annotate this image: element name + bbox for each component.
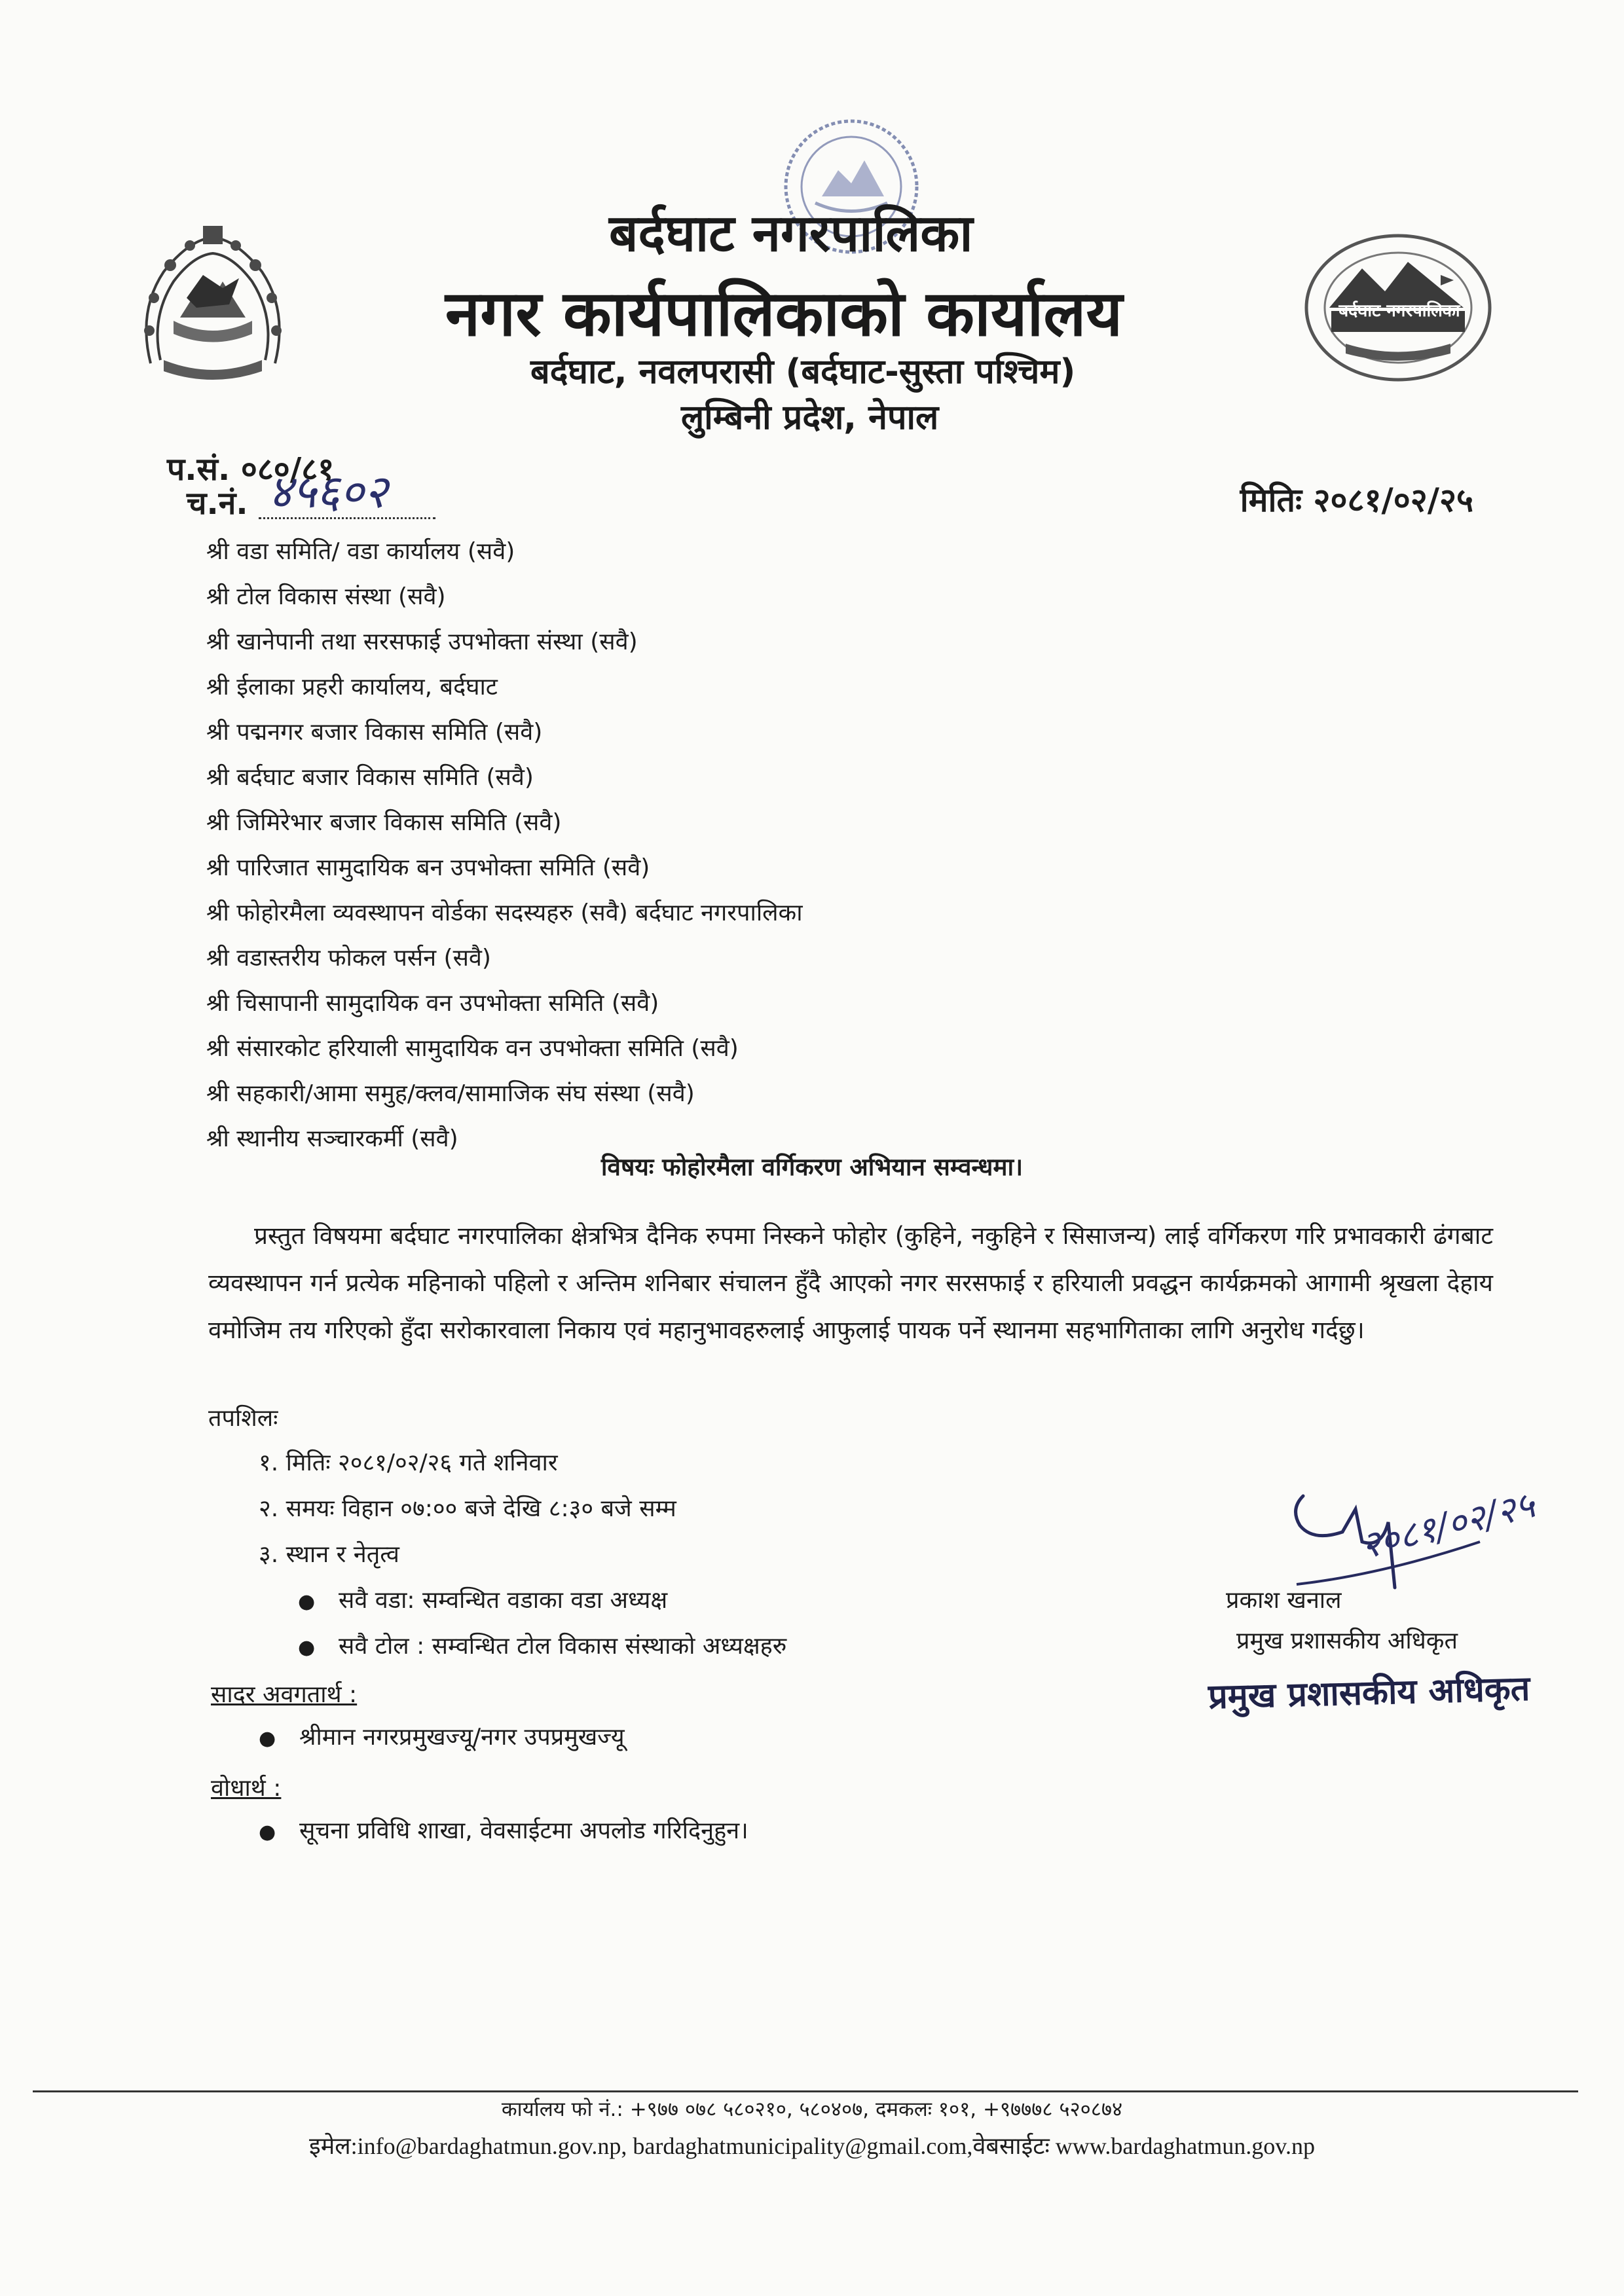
province-line: लुम्बिनी प्रदेश, नेपाल [681,398,939,437]
location-item-text: सवै टोल : सम्वन्धित टोल विकास संस्थाको अध्यक्षहरु [339,1633,787,1660]
addressee-item: श्री वडा समिति/ वडा कार्यालय (सवै) [206,538,515,565]
info-heading: वोधार्थ : [211,1775,282,1802]
bullet-icon: ● [298,1590,316,1613]
signatory-title: प्रमुख प्रशासकीय अधिकृत [1236,1628,1458,1654]
addressee-item: श्री फोहोरमैला व्यवस्थापन वोर्डका सदस्यहरु (सवै) बर्दघाट नगरपालिका [206,900,803,926]
bullet-icon: ● [259,1727,276,1750]
details-heading: तपशिलः [208,1405,278,1432]
addressee-item: श्री पारिजात सामुदायिक बन उपभोक्ता समिति (सवै) [206,854,650,881]
footer-phone: कार्यालय फो नं.: +९७७ ०७८ ५८०२१०, ५८०४०७, दमकलः १०१, +९७७७८ ५२०८७४ [501,2098,1123,2121]
addressee-item: श्री सहकारी/आमा समुह/क्लव/सामाजिक संघ संस्था (सवै) [206,1080,695,1107]
addressee-item: श्री जिमिरेभार बजार विकास समिति (सवै) [206,809,562,836]
details-list [259,1440,676,1578]
location-item [298,1578,786,1624]
info-item-text: सूचना प्रविधि शाखा, वेवसाईटमा अपलोड गरिदिनुहुन। [299,1817,748,1844]
cc-heading: सादर अवगतार्थ : [211,1681,358,1708]
addressee-item: श्री पद्मनगर बजार विकास समिति (सवै) [206,719,543,746]
bullet-icon: ● [259,1821,276,1844]
dispatch-number-handwritten: ४५६०२ [268,465,388,519]
location-item [298,1624,786,1669]
footer-divider [33,2090,1578,2092]
addressee-item: श्री खानेपानी तथा सरसफाई उपभोक्ता संस्था (सवै) [206,629,638,655]
cc-item-text: श्रीमान नगरप्रमुखज्यू/नगर उपप्रमुखज्यू [299,1724,625,1751]
nepal-coat-of-arms-icon [124,219,301,390]
addressee-list [206,529,803,1161]
address-line: बर्दघाट, नवलपरासी (बर्दघाट-सुस्ता पश्चिम) [530,352,1076,392]
letter-number: प.सं. ०८०/८१ [167,451,335,488]
location-item-text: सवै वडा: सम्वन्धित वडाका वडा अध्यक्ष [339,1587,668,1614]
footer-contact: इमेल:info@bardaghatmun.gov.np, bardaghatmunicipality@gmail.com,वेबसाईटः www.bardaghatmun.gov.np [309,2133,1315,2159]
designation-stamp: प्रमुख प्रशासकीय अधिकृत [1208,1669,1531,1717]
addressee-item: श्री बर्दघाट बजार विकास समिति (सवै) [206,764,534,791]
dispatch-number-label: च.नं. [187,485,248,522]
signature-date-handwritten: २०८१/०२/२५ [1356,1484,1540,1568]
addressee-item: श्री टोल विकास संस्था (सवै) [206,583,446,610]
addressee-item: श्री ईलाका प्रहरी कार्यालय, बर्दघाट [206,674,498,701]
letter-date: मितिः २०८१/०२/२५ [1240,481,1473,519]
info-item [259,1813,748,1846]
details-item: २. समयः विहान ०७:०० बजे देखि ८:३० बजे सम्म [259,1495,676,1522]
right-logo-text: बर्दघाट नगरपालिका [1338,301,1460,321]
letter-subject: विषयः फोहोरमैला वर्गिकरण अभियान सम्वन्धमा। [600,1153,1024,1181]
location-leadership-list [298,1578,786,1669]
details-item: ३. स्थान र नेतृत्व [259,1541,399,1568]
addressee-item: श्री चिसापानी सामुदायिक वन उपभोक्ता समिति (सवै) [206,990,659,1017]
addressee-item: श्री वडास्तरीय फोकल पर्सन (सवै) [206,945,491,972]
addressee-item: श्री स्थानीय सञ्चारकर्मी (सवै) [206,1125,458,1152]
cc-item [259,1720,625,1752]
bullet-icon: ● [298,1636,316,1659]
office-name: नगर कार्यपालिकाको कार्यालय [445,277,1123,350]
addressee-item: श्री संसारकोट हरियाली सामुदायिक वन उपभोक्ता समिति (सवै) [206,1035,739,1062]
signatory-name: प्रकाश खनाल [1226,1587,1342,1614]
dispatch-number-underline [259,517,435,519]
letter-body: प्रस्तुत विषयमा बर्दघाट नगरपालिका क्षेत्रभित्र दैनिक रुपमा निस्कने फोहोर (कुहिने, नकुहिने र सिसाजन्य) लाई वर्गिकरण गरि प्रभावकारी ढंगबाट व्यवस्थापन गर्न प्रत्येक महिनाको पहिलो र अन्तिम शनिबार संचालन हुँदै आएको नगर सरसफाई र हरियाली प्रवद्धन कार्यक्रमको आगामी श्रृखला देहाय वमोजिम तय गरिएको हुँदा सरोकारवाला निकाय एवं महानुभावहरुलाई आफुलाई पायक पर्ने स्थानमा सहभागिताका लागि अनुरोध गर्दछु। [208,1222,1493,1344]
details-item: १. मितिः २०८१/०२/२६ गते शनिवार [259,1449,558,1476]
municipality-name: बर्दघाट नगरपालिका [609,204,973,263]
